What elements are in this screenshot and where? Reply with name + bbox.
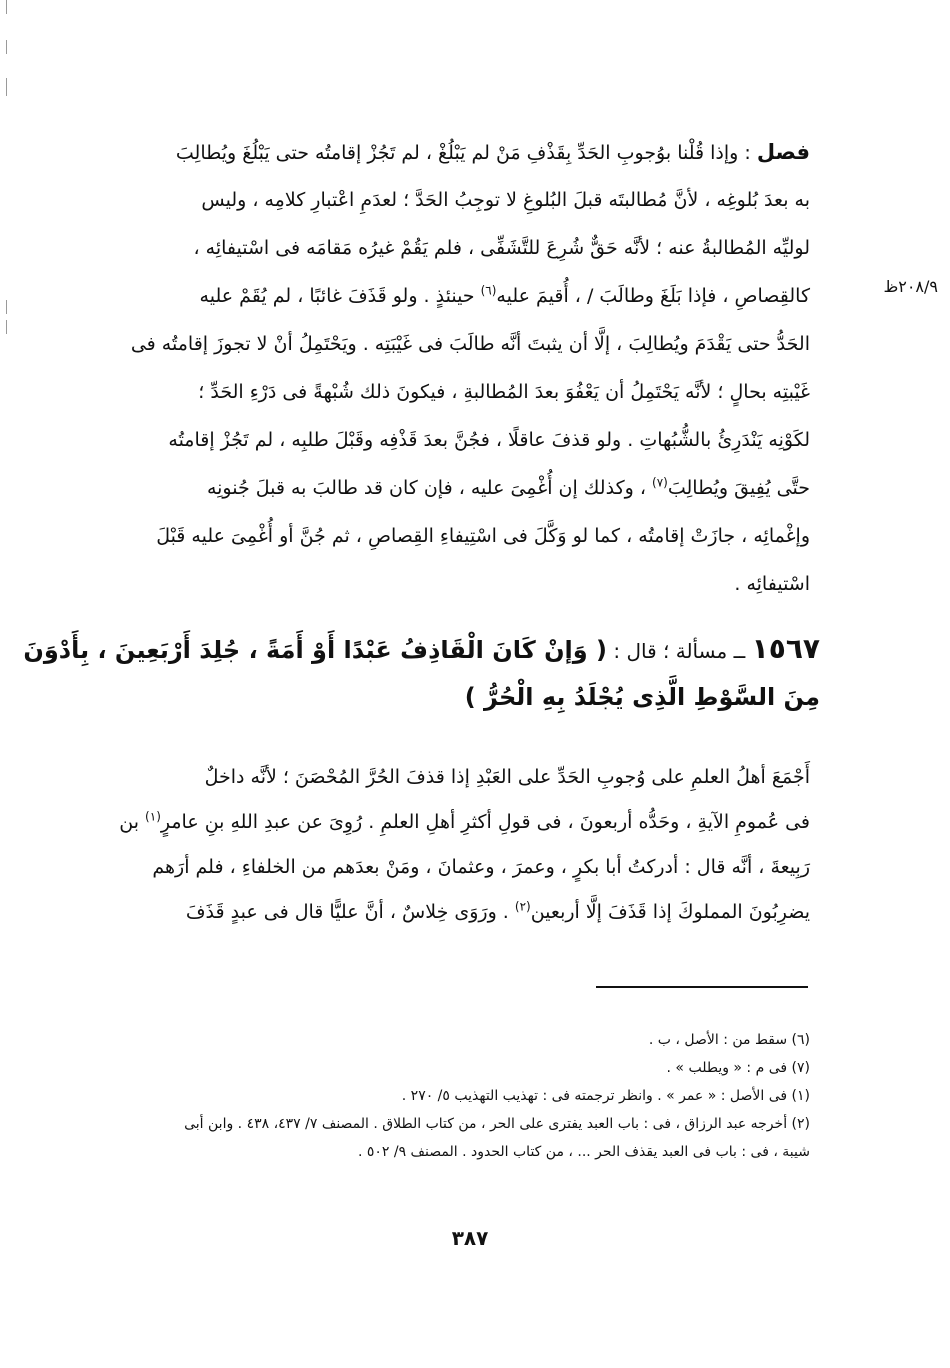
scan-edge-mark	[6, 300, 7, 314]
text-line: غَيْبتِه بحالٍ ؛ لأنَّه يَحْتَمِلُ أن يَعْفُوَ بعدَ المُطالبةِ ، فيكونَ ذلك شُبْهةً فى دَرْءِ الحَدِّ ؛	[198, 381, 810, 403]
footnote-ref: (٧)	[652, 475, 668, 490]
text-line	[130, 272, 810, 320]
text-line: رَبِيعةَ ، أنَّه قال : أدركتُ أبا بكرٍ ، وعمرَ ، وعثمانَ ، ومَنْ بعدَهم من الخلفاءِ ، فلم أرَهم	[152, 856, 810, 878]
scan-edge-mark	[6, 0, 7, 14]
text-line-content: كالقِصاصِ ، فإذا بَلَغَ وطالَبَ / ، أُقيمَ عليه	[496, 285, 810, 307]
footnote-ref: (٦)	[480, 283, 497, 298]
text-line	[130, 890, 810, 935]
masala-quote: ( وَإنْ كَانَ الْقَاذِفُ عَبْدًا أَوْ أَمَةً ، جُلِدَ أَرْبَعِينَ ، بِأَدْوَنَ	[23, 636, 608, 664]
heading-line	[130, 673, 820, 721]
masala-heading	[23, 625, 820, 721]
page-number: ٣٨٧	[451, 1226, 489, 1250]
paragraph-fasl	[130, 128, 810, 608]
footnote-ref: (٢)	[514, 899, 531, 914]
text-line	[130, 128, 810, 176]
text-line: الحَدُّ حتى يَقْدَمَ ويُطالِبَ ، إلَّا أن يثبتَ أنَّه طالَبَ فى غَيْبَتِه . ويَحْتَمِلُ أنْ لا تجوزَ إقامتُه فى	[130, 333, 810, 355]
text-line: لوليِّه المُطالبةُ عنه ؛ لأنَّه حَقٌّ شُرِعَ للتَّشَفِّى ، فلم يَقُمْ غيرُه مَقامَه فى اسْتيفائِه ،	[193, 237, 810, 259]
text-line-content: : وإذا قُلْنا بوُجوبِ الحَدِّ بِقَذْفِ مَنْ لم يَبْلُغْ ، لم تَجُزْ إقامتُه حتى يَبْلُغَ ويُطالِبَ	[175, 142, 757, 164]
heading-line	[23, 625, 820, 673]
scan-edge-mark	[6, 320, 7, 334]
text-line: أَجْمَعَ أهلُ العلمِ على وُجوبِ الحَدِّ على العَبْدِ إذا قذفَ الحُرَّ المُحْصَنَ ؛ لأنَّه داخلٌ	[204, 766, 810, 788]
section-lead: فصل	[756, 140, 810, 164]
text-line-content: بن	[119, 811, 146, 833]
footnote: (٧) فى م : « ويطلب » .	[666, 1060, 810, 1076]
text-line-content: . ورَوَى خِلاسٌ ، أنَّ عليًّا قال فى عبدٍ قَذَفَ	[185, 901, 515, 923]
footnote-divider	[596, 986, 808, 988]
scan-edge-mark	[6, 78, 7, 96]
masala-quote: مِنَ السَّوْطِ الَّذِى يُجْلَدُ بِهِ الْحُرُّ )	[464, 683, 820, 711]
footnote-ref: (١)	[145, 809, 161, 824]
text-line-content: حينئذٍ . ولو قَذَفَ غائبًا ، لم يُقَمْ عليه	[199, 285, 481, 307]
text-line-content: حتَّى يُفِيقَ ويُطالِبَ	[667, 477, 810, 499]
paragraph-commentary	[119, 755, 810, 935]
text-line-content: ، وكذلك إن أُغْمِىَ عليه ، فإن كان قد طالبَ به قبلَ جُنونِه	[206, 477, 652, 499]
scan-edge-mark	[6, 40, 7, 54]
footnote: (٢) أخرجه عبد الرزاق ، فى : باب العبد يفترى على الحر ، من كتاب الطلاق . المصنف ٧/ ٤٣٧، ٤٣٨ . وابن أبى	[184, 1116, 810, 1132]
text-line: اسْتيفائِه .	[734, 573, 810, 595]
footnotes	[130, 1026, 810, 1166]
footnote: (٦) سقط من : الأصل ، ب .	[648, 1032, 810, 1048]
text-line	[119, 800, 810, 845]
footnote: شيبة ، فى : باب فى العبد يقذف الحر ... ، من كتاب الحدود . المصنف ٩/ ٥٠٢ .	[357, 1144, 810, 1160]
masala-number: ١٥٦٧	[751, 632, 820, 665]
text-line	[130, 464, 810, 512]
masala-label: ــ مسألة ؛ قال :	[607, 639, 752, 663]
margin-folio-note: ٢٠٨/٩ظ	[883, 277, 938, 296]
text-line-content: فى عُمومِ الآيةِ ، وحَدُّه أربعونَ ، فى قولِ أكثرِ أهلِ العلمِ . رُوِىَ عن عبدِ اللهِ بنِ عامرٍ	[160, 811, 810, 833]
text-line: وإغْمائِه ، جازَتْ إقامتُه ، كما لو وَكَّلَ فى اسْتِيفاءِ القِصاصِ ، ثم جُنَّ أو أُغْمِىَ عليه قَبْلَ	[156, 525, 810, 547]
text-line-content: يضرِبُونَ المملوكَ إذا قَذَفَ إلَّا أربعين	[530, 901, 810, 923]
footnote: (١) فى الأصل : « عمر » . وانظر ترجمته فى : تهذيب التهذيب ٥/ ٢٧٠ .	[401, 1088, 810, 1104]
text-line: لكَوْنِه يَنْدَرِئُ بالشُّبُهاتِ . ولو قذفَ عاقلًا ، فجُنَّ بعدَ قَذْفِه وقَبْلَ طلبِه ، لم تَجُزْ إقامتُه	[168, 429, 810, 451]
text-line: به بعدَ بُلوغِه ، لأنَّ مُطالبتَه قبلَ البُلوغِ لا توجِبُ الحَدَّ ؛ لعدَمِ اعْتبارِ كلامِه ، وليس	[201, 189, 810, 211]
